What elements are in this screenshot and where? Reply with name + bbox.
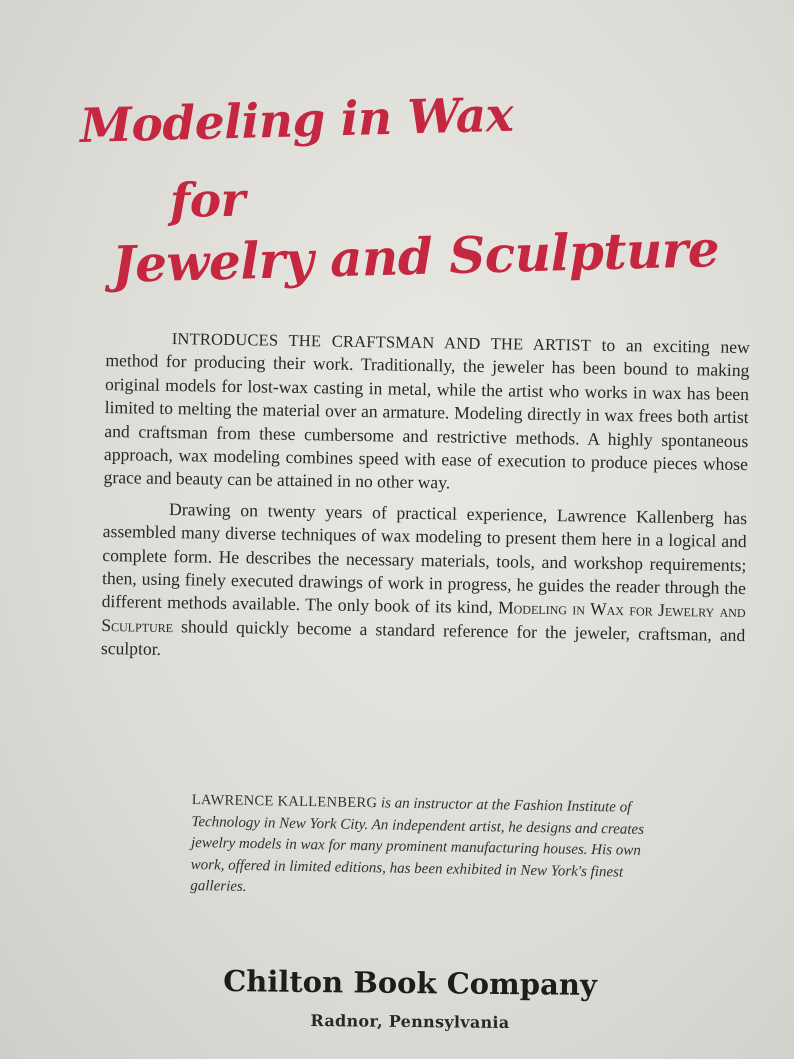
title-line-1: Modeling in Wax [79, 87, 514, 154]
title-line-3: Jewelry and Sculpture [111, 219, 720, 294]
blurb-paragraph-2 [101, 497, 747, 671]
blurb-lead: INTRODUCES THE CRAFTSMAN AND THE ARTIST [171, 329, 592, 355]
blurb [101, 326, 750, 671]
author-bio [190, 790, 654, 906]
blurb-book-title: Modeling in Wax for Jewelry and Sculpture [101, 597, 746, 636]
blurb-p2-end: should quickly become a standard reference for the jeweler, craftsman, and sculptor. [100, 615, 746, 660]
title-line-2: for [169, 172, 246, 229]
blurb-p1-text: to an exciting new method for producing their work. Traditionally, the jeweler has been bound to making original models for lost-wax casting in metal, while the artist who works in wax has been limited to melting the material over an armature. Modeling directly in wax frees both artist and craftsman from these cumbersome and restrictive methods. A highly spontaneous approach, wax modeling combines speed with ease of execution to produce pieces whose grace and beauty can be attained in no other way. [103, 334, 750, 493]
publisher-name: Chilton Book Company [223, 964, 597, 1002]
author-bio-text: is an instructor at the Fashion Institute of Technology in New York City. An independent artist, he designs and creates jewelry models in wax for many prominent manufacturing houses. His own work, offered in limited editions, has been exhibited in New York's finest galleries. [190, 795, 645, 896]
author-name: LAWRENCE KALLENBERG [191, 791, 378, 812]
book-title [0, 0, 794, 320]
blurb-paragraph-1 [103, 326, 749, 500]
blurb-p2-start: Drawing on twenty years of practical experience, Lawrence Kallenberg has assembled many diverse techniques of wax modeling to present them here in a logical and complete form. He describes the necessary materials, tools, and workshop requirements; then, using finely executed drawings of work in progress, he guides the reader through the different methods available. The only book of its kind, [101, 498, 748, 618]
publisher-location: Radnor, Pennsylvania [310, 1010, 510, 1033]
